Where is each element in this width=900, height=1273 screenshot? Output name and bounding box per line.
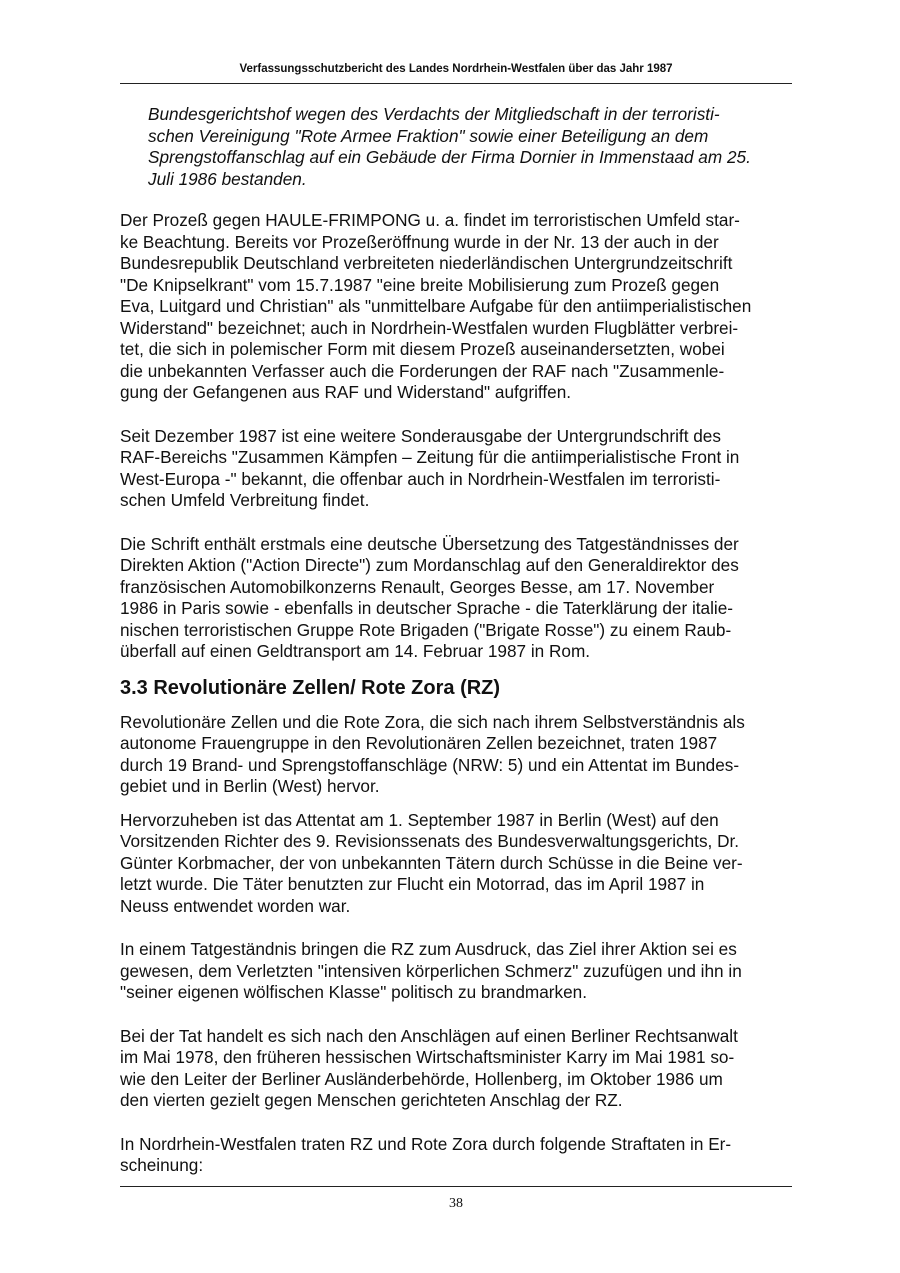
paragraph-attentat-korbmacher: Hervorzuheben ist das Attentat am 1. September 1987 in Berlin (West) auf den Vorsitzenden Richter des 9. Revisionssenats des Bundesverwaltungsgerichts, Dr. Günter Korbmacher, der von unbekannten Tätern durch Schüsse in die Beine ver- letzt wurde. Die Täter benutzten zur Flucht ein Motorrad, das im April 1987 in Neuss entwendet worden war. <box>120 809 743 916</box>
page-content <box>120 104 792 1177</box>
paragraph-rz-intro: Revolutionäre Zellen und die Rote Zora, die sich nach ihrem Selbstverständnis als autonome Frauengruppe in den Revolutionären Zellen bezeichnet, traten 1987 durch 19 Brand- und Sprengstoffanschläge (NRW: 5) und ein Attentat im Bundes- gebiet und in Berlin (West) hervor. <box>120 711 745 796</box>
paragraph-tatgestaendnis: In einem Tatgeständnis bringen die RZ zum Ausdruck, das Ziel ihrer Aktion sei es gewesen, dem Verletzten "intensiven körperlichen Schmerz" zuzufügen und ihn in "seiner eigenen wölfischen Klasse" politisch zu brandmarken. <box>120 939 742 1002</box>
paragraph-nrw-straftaten: In Nordrhein-Westfalen traten RZ und Rote Zora durch folgende Straftaten in Er- scheinung: <box>120 1133 732 1175</box>
running-header: Verfassungsschutzbericht des Landes Nordrhein-Westfalen über das Jahr 1987 <box>120 63 792 84</box>
italic-quote-paragraph: Bundesgerichtshof wegen des Verdachts der Mitgliedschaft in der terroristi- schen Vereinigung "Rote Armee Fraktion" sowie einer Beteiligung an dem Sprengstoffanschlag auf ein Gebäude der Firma Dornier in Immenstaad am 25. Juli 1986 bestanden. <box>148 104 751 189</box>
footer-divider <box>120 1186 792 1187</box>
page-number: 38 <box>449 1196 463 1211</box>
paragraph-action-directe: Die Schrift enthält erstmals eine deutsche Übersetzung des Tatgeständnisses der Direkten Aktion ("Action Directe") zum Mordanschlag auf den Generaldirektor des französischen Automobilkonzerns Renault, Georges Besse, am 17. November 1986 in Paris sowie - ebenfalls in deutscher Sprache - die Taterklärung der italie- nischen terroristischen Gruppe Rote Brigaden ("Brigate Rosse") zu einem Raub- überfall auf einen Geldtransport am 14. Februar 1987 in Rom. <box>120 533 739 661</box>
paragraph-haule-frimpong: Der Prozeß gegen HAULE-FRIMPONG u. a. findet im terroristischen Umfeld star- ke Beachtung. Bereits vor Prozeßeröffnung wurde in der Nr. 13 der auch in der Bundesrepublik Deutschland verbreiteten niederländischen Untergrundzeitschrift "De Knipselkrant" vom 15.7.1987 "eine breite Mobilisierung zum Prozeß gegen Eva, Luitgard und Christian" als "unmittelbare Aufgabe für den antiimperialistischen Widerstand" bezeichnet; auch in Nordrhein-Westfalen wurden Flugblätter verbrei- tet, die sich in polemischer Form mit diesem Prozeß auseinandersetzten, wobei die unbekannten Verfasser auch die Forderungen der RAF nach "Zusammenle- gung der Gefangenen aus RAF und Widerstand" aufgriffen. <box>120 210 752 402</box>
paragraph-zusammen-kaempfen: Seit Dezember 1987 ist eine weitere Sonderausgabe der Untergrundschrift des RAF-Bereichs "Zusammen Kämpfen – Zeitung für die antiimperialistische Front in West-Europa -" bekannt, die offenbar auch in Nordrhein-Westfalen im terroristi- schen Umfeld Verbreitung findet. <box>120 425 740 510</box>
section-heading: 3.3 Revolutionäre Zellen/ Rote Zora (RZ) <box>120 676 501 699</box>
paragraph-anschlaege: Bei der Tat handelt es sich nach den Anschlägen auf einen Berliner Rechtsanwalt im Mai 1978, den früheren hessischen Wirtschaftsminister Karry im Mai 1981 so- wie den Leiter der Berliner Ausländerbehörde, Hollenberg, im Oktober 1986 um den vierten gezielt gegen Menschen gerichteten Anschlag der RZ. <box>120 1025 738 1110</box>
